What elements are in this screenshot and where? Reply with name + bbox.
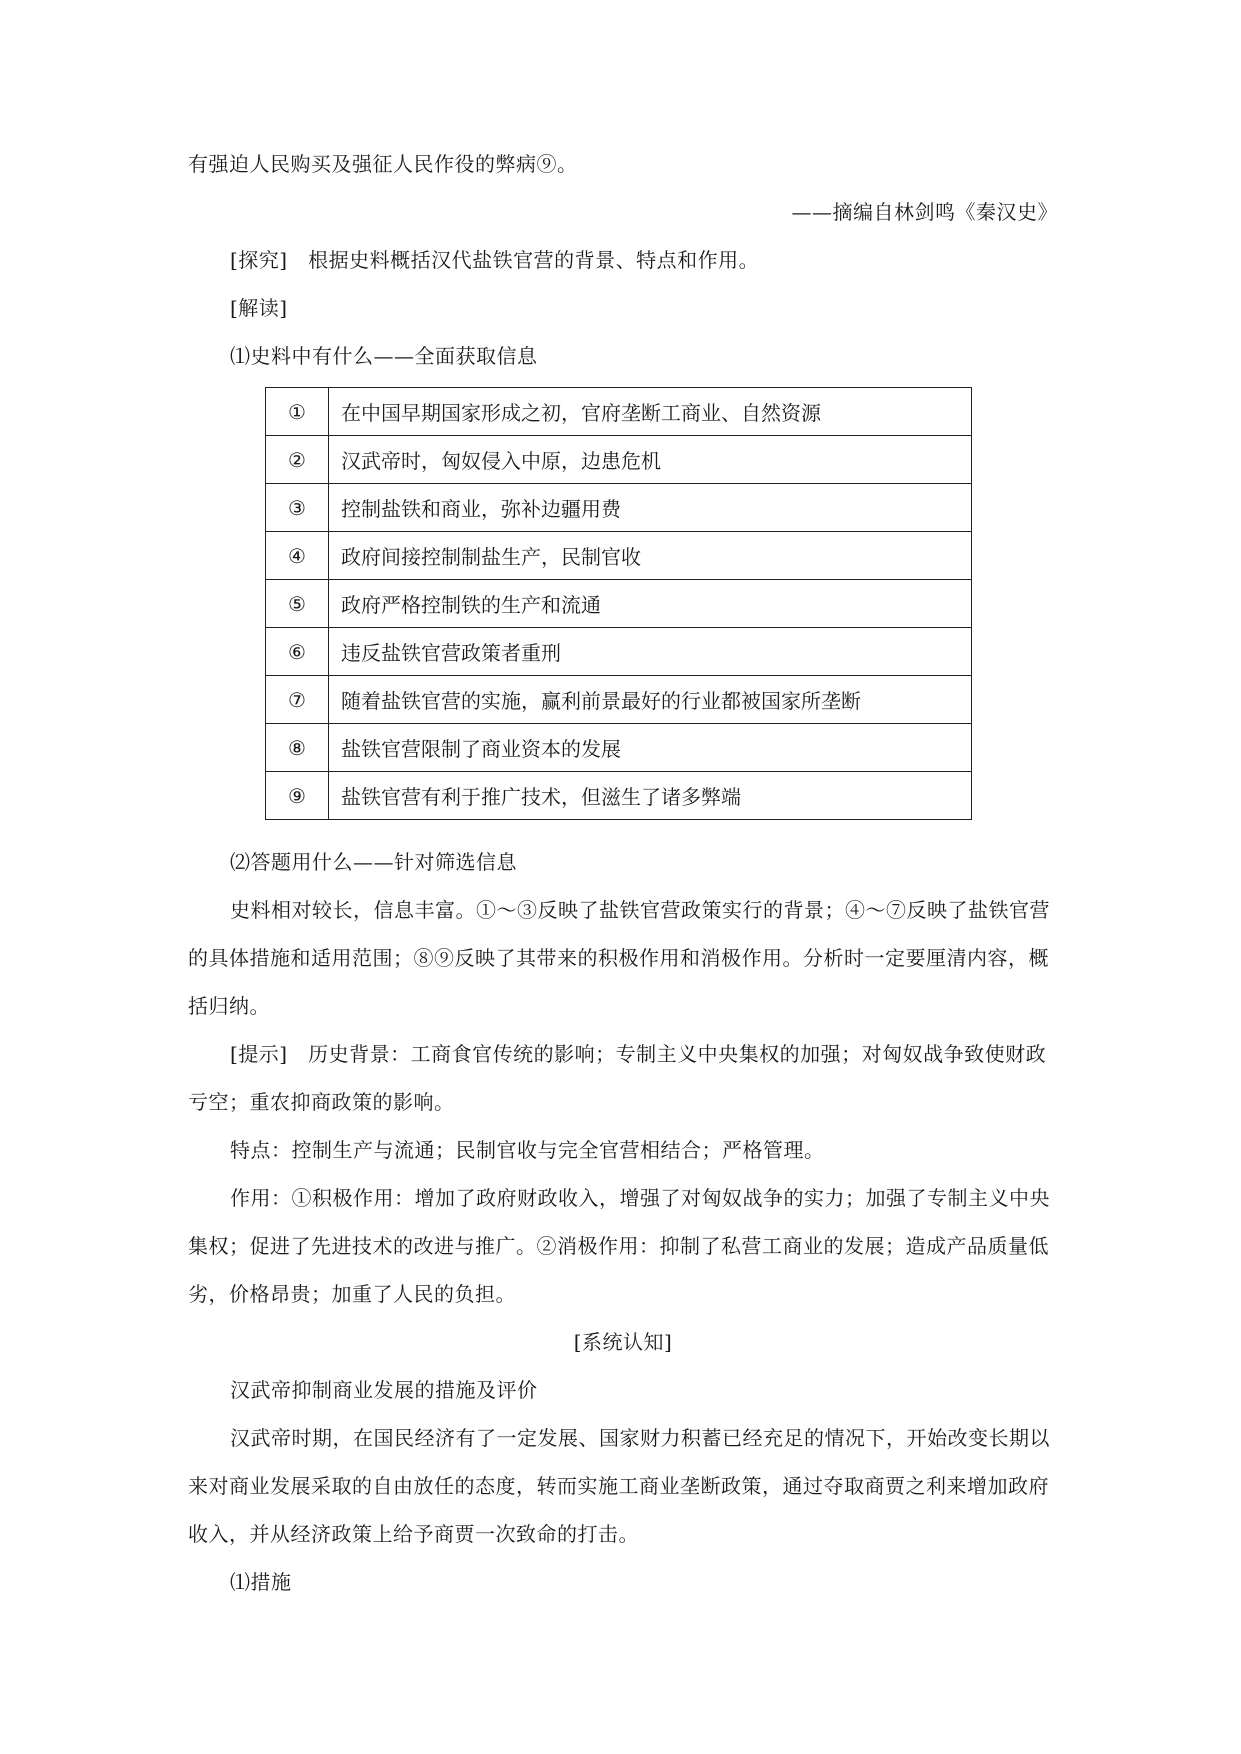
table-row <box>266 772 972 820</box>
table-cell-number: ⑦ <box>266 676 329 724</box>
table-row <box>266 436 972 484</box>
table-row <box>266 724 972 772</box>
table-cell-number: ⑥ <box>266 628 329 676</box>
table-row <box>266 676 972 724</box>
table-cell-number: ⑨ <box>266 772 329 820</box>
table-cell-text: 政府严格控制铁的生产和流通 <box>329 580 972 628</box>
table-row <box>266 484 972 532</box>
interpret-heading: [解读] <box>230 296 288 320</box>
table-cell-text: 违反盐铁官营政策者重刑 <box>329 628 972 676</box>
source-citation: ——摘编自林剑鸣《秦汉史》 <box>791 200 1058 224</box>
table-cell-text: 随着盐铁官营的实施，赢利前景最好的行业都被国家所垄断 <box>329 676 972 724</box>
paragraph-continuation: 有强迫人民购买及强征人民作役的弊病⑨。 <box>188 152 578 176</box>
table-cell-number: ④ <box>266 532 329 580</box>
topic-heading: 汉武帝抑制商业发展的措施及评价 <box>230 1378 538 1402</box>
table-cell-number: ① <box>266 388 329 436</box>
hint-paragraph: [提示] 历史背景：工商食官传统的影响；专制主义中央集权的加强；对匈奴战争致使财政亏空；重农抑商政策的影响。 <box>188 1042 1047 1114</box>
info-table <box>265 387 972 820</box>
table-cell-number: ② <box>266 436 329 484</box>
document-page <box>188 140 1058 1606</box>
table-cell-text: 政府间接控制制盐生产，民制官收 <box>329 532 972 580</box>
table-cell-number: ③ <box>266 484 329 532</box>
effects-paragraph: 作用：①积极作用：增加了政府财政收入，增强了对匈奴战争的实力；加强了专制主义中央集权；促进了先进技术的改进与推广。②消极作用：抑制了私营工商业的发展；造成产品质量低劣，价格昂贵；加重了人民的负担。 <box>188 1186 1050 1306</box>
step2-heading: ⑵答题用什么——针对筛选信息 <box>230 850 517 874</box>
step1-heading: ⑴史料中有什么——全面获取信息 <box>230 344 538 368</box>
measures-heading: ⑴措施 <box>230 1570 292 1594</box>
intro-paragraph: 汉武帝时期，在国民经济有了一定发展、国家财力积蓄已经充足的情况下，开始改变长期以来对商业发展采取的自由放任的态度，转而实施工商业垄断政策，通过夺取商贾之利来增加政府收入，并从经济政策上给予商贾一次致命的打击。 <box>188 1426 1050 1546</box>
features-paragraph: 特点：控制生产与流通；民制官收与完全官营相结合；严格管理。 <box>230 1138 825 1162</box>
table-cell-text: 控制盐铁和商业，弥补边疆用费 <box>329 484 972 532</box>
table-cell-number: ⑧ <box>266 724 329 772</box>
explore-question: [探究] 根据史料概括汉代盐铁官营的背景、特点和作用。 <box>230 248 760 272</box>
table-cell-text: 盐铁官营限制了商业资本的发展 <box>329 724 972 772</box>
table-row <box>266 580 972 628</box>
table-cell-number: ⑤ <box>266 580 329 628</box>
analysis-paragraph: 史料相对较长，信息丰富。①～③反映了盐铁官营政策实行的背景；④～⑦反映了盐铁官营的具体措施和适用范围；⑧⑨反映了其带来的积极作用和消极作用。分析时一定要厘清内容，概括归纳。 <box>188 898 1050 1018</box>
table-row <box>266 532 972 580</box>
table-row <box>266 388 972 436</box>
table-cell-text: 盐铁官营有利于推广技术，但滋生了诸多弊端 <box>329 772 972 820</box>
system-heading: [系统认知] <box>573 1330 673 1354</box>
table-row <box>266 628 972 676</box>
table-cell-text: 汉武帝时，匈奴侵入中原，边患危机 <box>329 436 972 484</box>
table-cell-text: 在中国早期国家形成之初，官府垄断工商业、自然资源 <box>329 388 972 436</box>
